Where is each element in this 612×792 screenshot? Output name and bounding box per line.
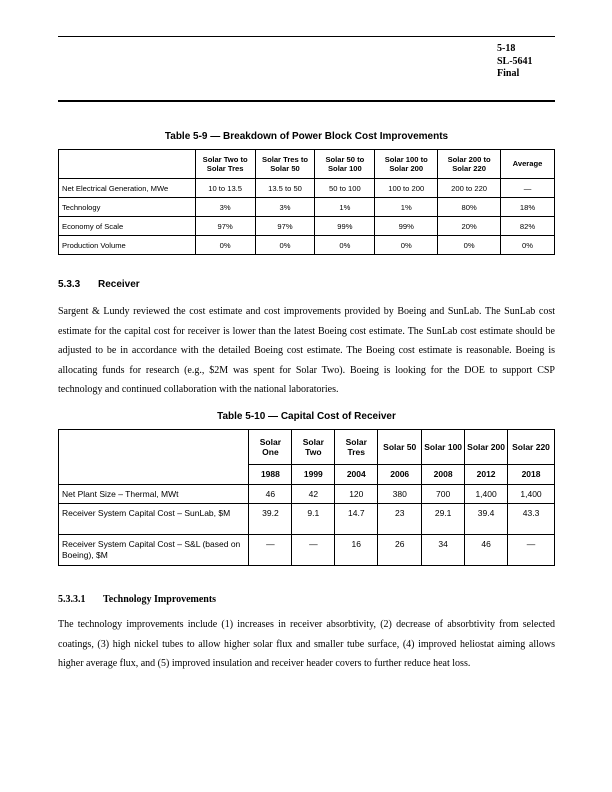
table-cell: 380 bbox=[378, 485, 422, 504]
header-cell: Solar 200 to Solar 220 bbox=[438, 150, 501, 179]
header-cell: Average bbox=[501, 150, 555, 179]
table-cell: — bbox=[249, 535, 292, 566]
table-cell: 23 bbox=[378, 504, 422, 535]
header-cell bbox=[59, 150, 196, 179]
table-cell: 0% bbox=[195, 236, 255, 255]
section-heading-receiver bbox=[58, 279, 140, 290]
header-cell: Solar 100 bbox=[422, 430, 465, 465]
table-cell: 39.2 bbox=[249, 504, 292, 535]
table-header-row bbox=[59, 430, 555, 465]
header-corner-cell bbox=[59, 430, 249, 485]
table-cell: 16 bbox=[335, 535, 378, 566]
table-cell: 13.5 to 50 bbox=[255, 179, 315, 198]
row-label: Receiver System Capital Cost – S&L (based on Boeing), $M bbox=[59, 535, 249, 566]
header-cell: Solar One bbox=[249, 430, 292, 465]
table-cell: 18% bbox=[501, 198, 555, 217]
year-cell: 1988 bbox=[249, 465, 292, 485]
table-cell: — bbox=[508, 535, 555, 566]
header-cell: Solar 50 bbox=[378, 430, 422, 465]
section-number: 5.3.3 bbox=[58, 279, 81, 290]
document-status: Final bbox=[497, 68, 520, 79]
header-cell: Solar 220 bbox=[508, 430, 555, 465]
subsection-number: 5.3.3.1 bbox=[58, 594, 86, 605]
table-cell: 50 to 100 bbox=[315, 179, 375, 198]
year-cell: 2012 bbox=[465, 465, 508, 485]
table-row bbox=[59, 535, 555, 566]
year-cell: 2004 bbox=[335, 465, 378, 485]
year-cell: 1999 bbox=[292, 465, 335, 485]
table-row bbox=[59, 485, 555, 504]
row-label: Receiver System Capital Cost – SunLab, $M bbox=[59, 504, 249, 535]
row-label: Production Volume bbox=[59, 236, 196, 255]
header-cell: Solar Tres to Solar 50 bbox=[255, 150, 315, 179]
table-cell: 200 to 220 bbox=[438, 179, 501, 198]
row-label: Economy of Scale bbox=[59, 217, 196, 236]
table-cell: 46 bbox=[249, 485, 292, 504]
technology-improvements-paragraph: The technology improvements include (1) increases in receiver absorbtivity, (2) decrease of absorbtivity from selected coatings, (3) high nickel tubes to allow higher solar flux and smaller tube surface, (4) improved heliostat aiming allows higher average flux, and (5) improved insulation and receiver header covers to further reduce heat loss. bbox=[58, 619, 555, 669]
year-cell: 2006 bbox=[378, 465, 422, 485]
table-cell: 97% bbox=[255, 217, 315, 236]
table-header-row bbox=[59, 150, 555, 179]
table-row bbox=[59, 198, 555, 217]
table-cell: 26 bbox=[378, 535, 422, 566]
table-cell: 97% bbox=[195, 217, 255, 236]
row-label: Net Plant Size – Thermal, MWt bbox=[59, 485, 249, 504]
subsection-heading-technology-improvements bbox=[58, 594, 216, 605]
table-cell: 1,400 bbox=[465, 485, 508, 504]
table-cell: 46 bbox=[465, 535, 508, 566]
table-cell: 1% bbox=[315, 198, 375, 217]
table-cell: 0% bbox=[501, 236, 555, 255]
table-cell: 80% bbox=[438, 198, 501, 217]
table-cell: 39.4 bbox=[465, 504, 508, 535]
header-cell: Solar Two bbox=[292, 430, 335, 465]
subsection-title: Technology Improvements bbox=[103, 594, 217, 605]
table-cell: 99% bbox=[375, 217, 438, 236]
table-cell: 42 bbox=[292, 485, 335, 504]
table-cell: 43.3 bbox=[508, 504, 555, 535]
table-5-9-title: Table 5-9 — Breakdown of Power Block Cost Improvements bbox=[164, 131, 449, 142]
table-row bbox=[59, 179, 555, 198]
table-cell: 0% bbox=[255, 236, 315, 255]
header-cell: Solar Two to Solar Tres bbox=[195, 150, 255, 179]
table-cell: 3% bbox=[255, 198, 315, 217]
table-cell: 9.1 bbox=[292, 504, 335, 535]
table-cell: 100 to 200 bbox=[375, 179, 438, 198]
header-top-rule bbox=[58, 36, 555, 37]
header-cell: Solar 50 to Solar 100 bbox=[315, 150, 375, 179]
header-cell: Solar 200 bbox=[465, 430, 508, 465]
table-cell: 0% bbox=[375, 236, 438, 255]
header-bottom-rule bbox=[58, 100, 555, 102]
page-header bbox=[497, 43, 533, 81]
table-cell: 3% bbox=[195, 198, 255, 217]
table-cell: — bbox=[292, 535, 335, 566]
table-cell: 1% bbox=[375, 198, 438, 217]
table-row bbox=[59, 504, 555, 535]
table-row bbox=[59, 236, 555, 255]
table-5-10-title: Table 5-10 — Capital Cost of Receiver bbox=[217, 411, 396, 422]
power-block-cost-table bbox=[58, 149, 555, 255]
table-cell: — bbox=[501, 179, 555, 198]
row-label: Technology bbox=[59, 198, 196, 217]
section-title: Receiver bbox=[98, 279, 140, 290]
table-cell: 1,400 bbox=[508, 485, 555, 504]
table-cell: 82% bbox=[501, 217, 555, 236]
table-cell: 700 bbox=[422, 485, 465, 504]
page-number: 5-18 bbox=[497, 43, 516, 54]
header-cell: Solar Tres bbox=[335, 430, 378, 465]
receiver-capital-cost-table bbox=[58, 429, 555, 566]
year-cell: 2018 bbox=[508, 465, 555, 485]
table-cell: 10 to 13.5 bbox=[195, 179, 255, 198]
table-cell: 0% bbox=[438, 236, 501, 255]
document-id: SL-5641 bbox=[497, 55, 533, 67]
table-cell: 34 bbox=[422, 535, 465, 566]
table-cell: 0% bbox=[315, 236, 375, 255]
table-cell: 20% bbox=[438, 217, 501, 236]
table-cell: 120 bbox=[335, 485, 378, 504]
table-cell: 14.7 bbox=[335, 504, 378, 535]
table-cell: 99% bbox=[315, 217, 375, 236]
receiver-paragraph: Sargent & Lundy reviewed the cost estimate and cost improvements provided by Boeing and SunLab. The SunLab cost estimate for the capital cost for receiver is lower than the latest Boeing cost estimate. The SunLab cost estimate should be adjusted to be in accordance with the detailed Boeing cost estimate. The Boeing cost estimate is reasonable. Boeing is allocating funds for research (e.g., $2M was spent for Solar Two). Boeing is looking for the DOE to support CSP technology and continued collaboration with the national laboratories. bbox=[58, 306, 555, 395]
year-cell: 2008 bbox=[422, 465, 465, 485]
table-cell: 29.1 bbox=[422, 504, 465, 535]
row-label: Net Electrical Generation, MWe bbox=[59, 179, 196, 198]
table-row bbox=[59, 217, 555, 236]
header-cell: Solar 100 to Solar 200 bbox=[375, 150, 438, 179]
